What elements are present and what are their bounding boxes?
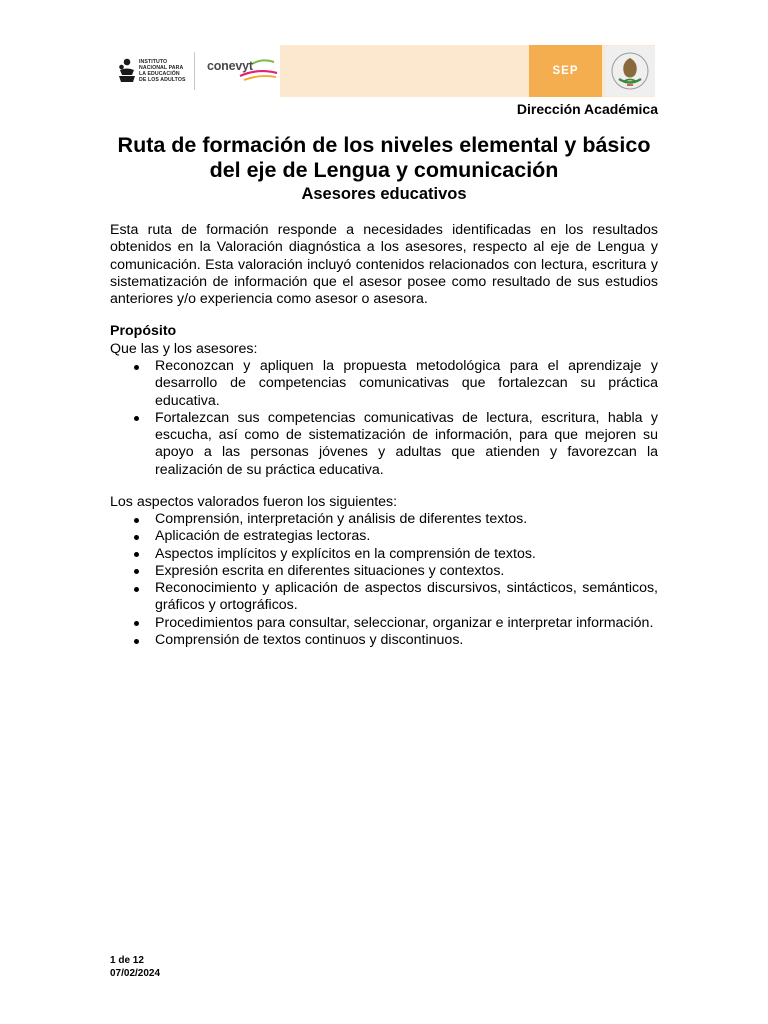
inea-wordmark (139, 59, 199, 83)
intro-paragraph: Esta ruta de formación responde a necesidades identificadas en los resultados obtenidos en la Valoración diagnóstica a los asesores, respecto al eje de Lengua y comunicación. Esta valoración incluyó contenidos relacionados con lectura, escritura y sistematización de información que el asesor posee como resultado de sus estudios anteriores y/o experiencia como asesor o asesora. (110, 222, 658, 308)
conevyt-wordmark: conevyt (207, 59, 253, 73)
list-item: Aspectos implícitos y explícitos en la comprensión de textos. (110, 546, 658, 563)
sep-logo (529, 45, 602, 97)
purpose-heading: Propósito (110, 323, 177, 339)
inea-line: NACIONAL PARA (139, 65, 184, 71)
list-item: Expresión escrita en diferentes situaciones y contextos. (110, 563, 658, 580)
inea-line: INSTITUTO (139, 59, 168, 65)
aspects-list (110, 511, 658, 649)
list-item: Comprensión, interpretación y análisis de diferentes textos. (110, 511, 658, 528)
inea-logo (117, 58, 197, 84)
inea-figure-icon (117, 58, 137, 84)
list-item: Fortalezcan sus competencias comunicativas de lectura, escritura, habla y escucha, así como de sistematización de información, para que mejoren su apoyo a las personas jóvenes y adultas que atienden y favorezcan la realización de su práctica educativa. (110, 410, 658, 479)
coat-of-arms-icon (605, 46, 655, 96)
aspects-lead: Los aspectos valorados fueron los siguientes: (110, 494, 398, 510)
list-item: Reconozcan y apliquen la propuesta metodológica para el aprendizaje y desarrollo de competencias comunicativas que fortalezcan su práctica educativa. (110, 358, 658, 410)
list-item: Reconocimiento y aplicación de aspectos discursivos, sintácticos, semánticos, gráficos y ortográficos. (110, 580, 658, 615)
department-label: Dirección Académica (516, 101, 658, 117)
inea-line: LA EDUCACIÓN (139, 71, 180, 77)
page-title: Ruta de formación de los niveles elemental y básico del eje de Lengua y comunicación (117, 133, 651, 182)
purpose-list (110, 358, 658, 479)
conevyt-logo (200, 56, 278, 84)
list-item: Procedimientos para consultar, seleccionar, organizar e interpretar información. (110, 615, 658, 632)
inea-line: DE LOS ADULTOS (139, 77, 186, 83)
list-item: Comprensión de textos continuos y discontinuos. (110, 632, 658, 649)
list-item: Aplicación de estrategias lectoras. (110, 528, 658, 545)
page-footer (110, 954, 160, 980)
page-number: 1 de 12 (110, 955, 144, 966)
document-date: 07/02/2024 (110, 968, 161, 979)
purpose-lead: Que las y los asesores: (110, 341, 258, 357)
logo-divider (194, 52, 195, 90)
page-subtitle: Asesores educativos (301, 185, 467, 203)
sep-wordmark: SEP (552, 65, 579, 77)
